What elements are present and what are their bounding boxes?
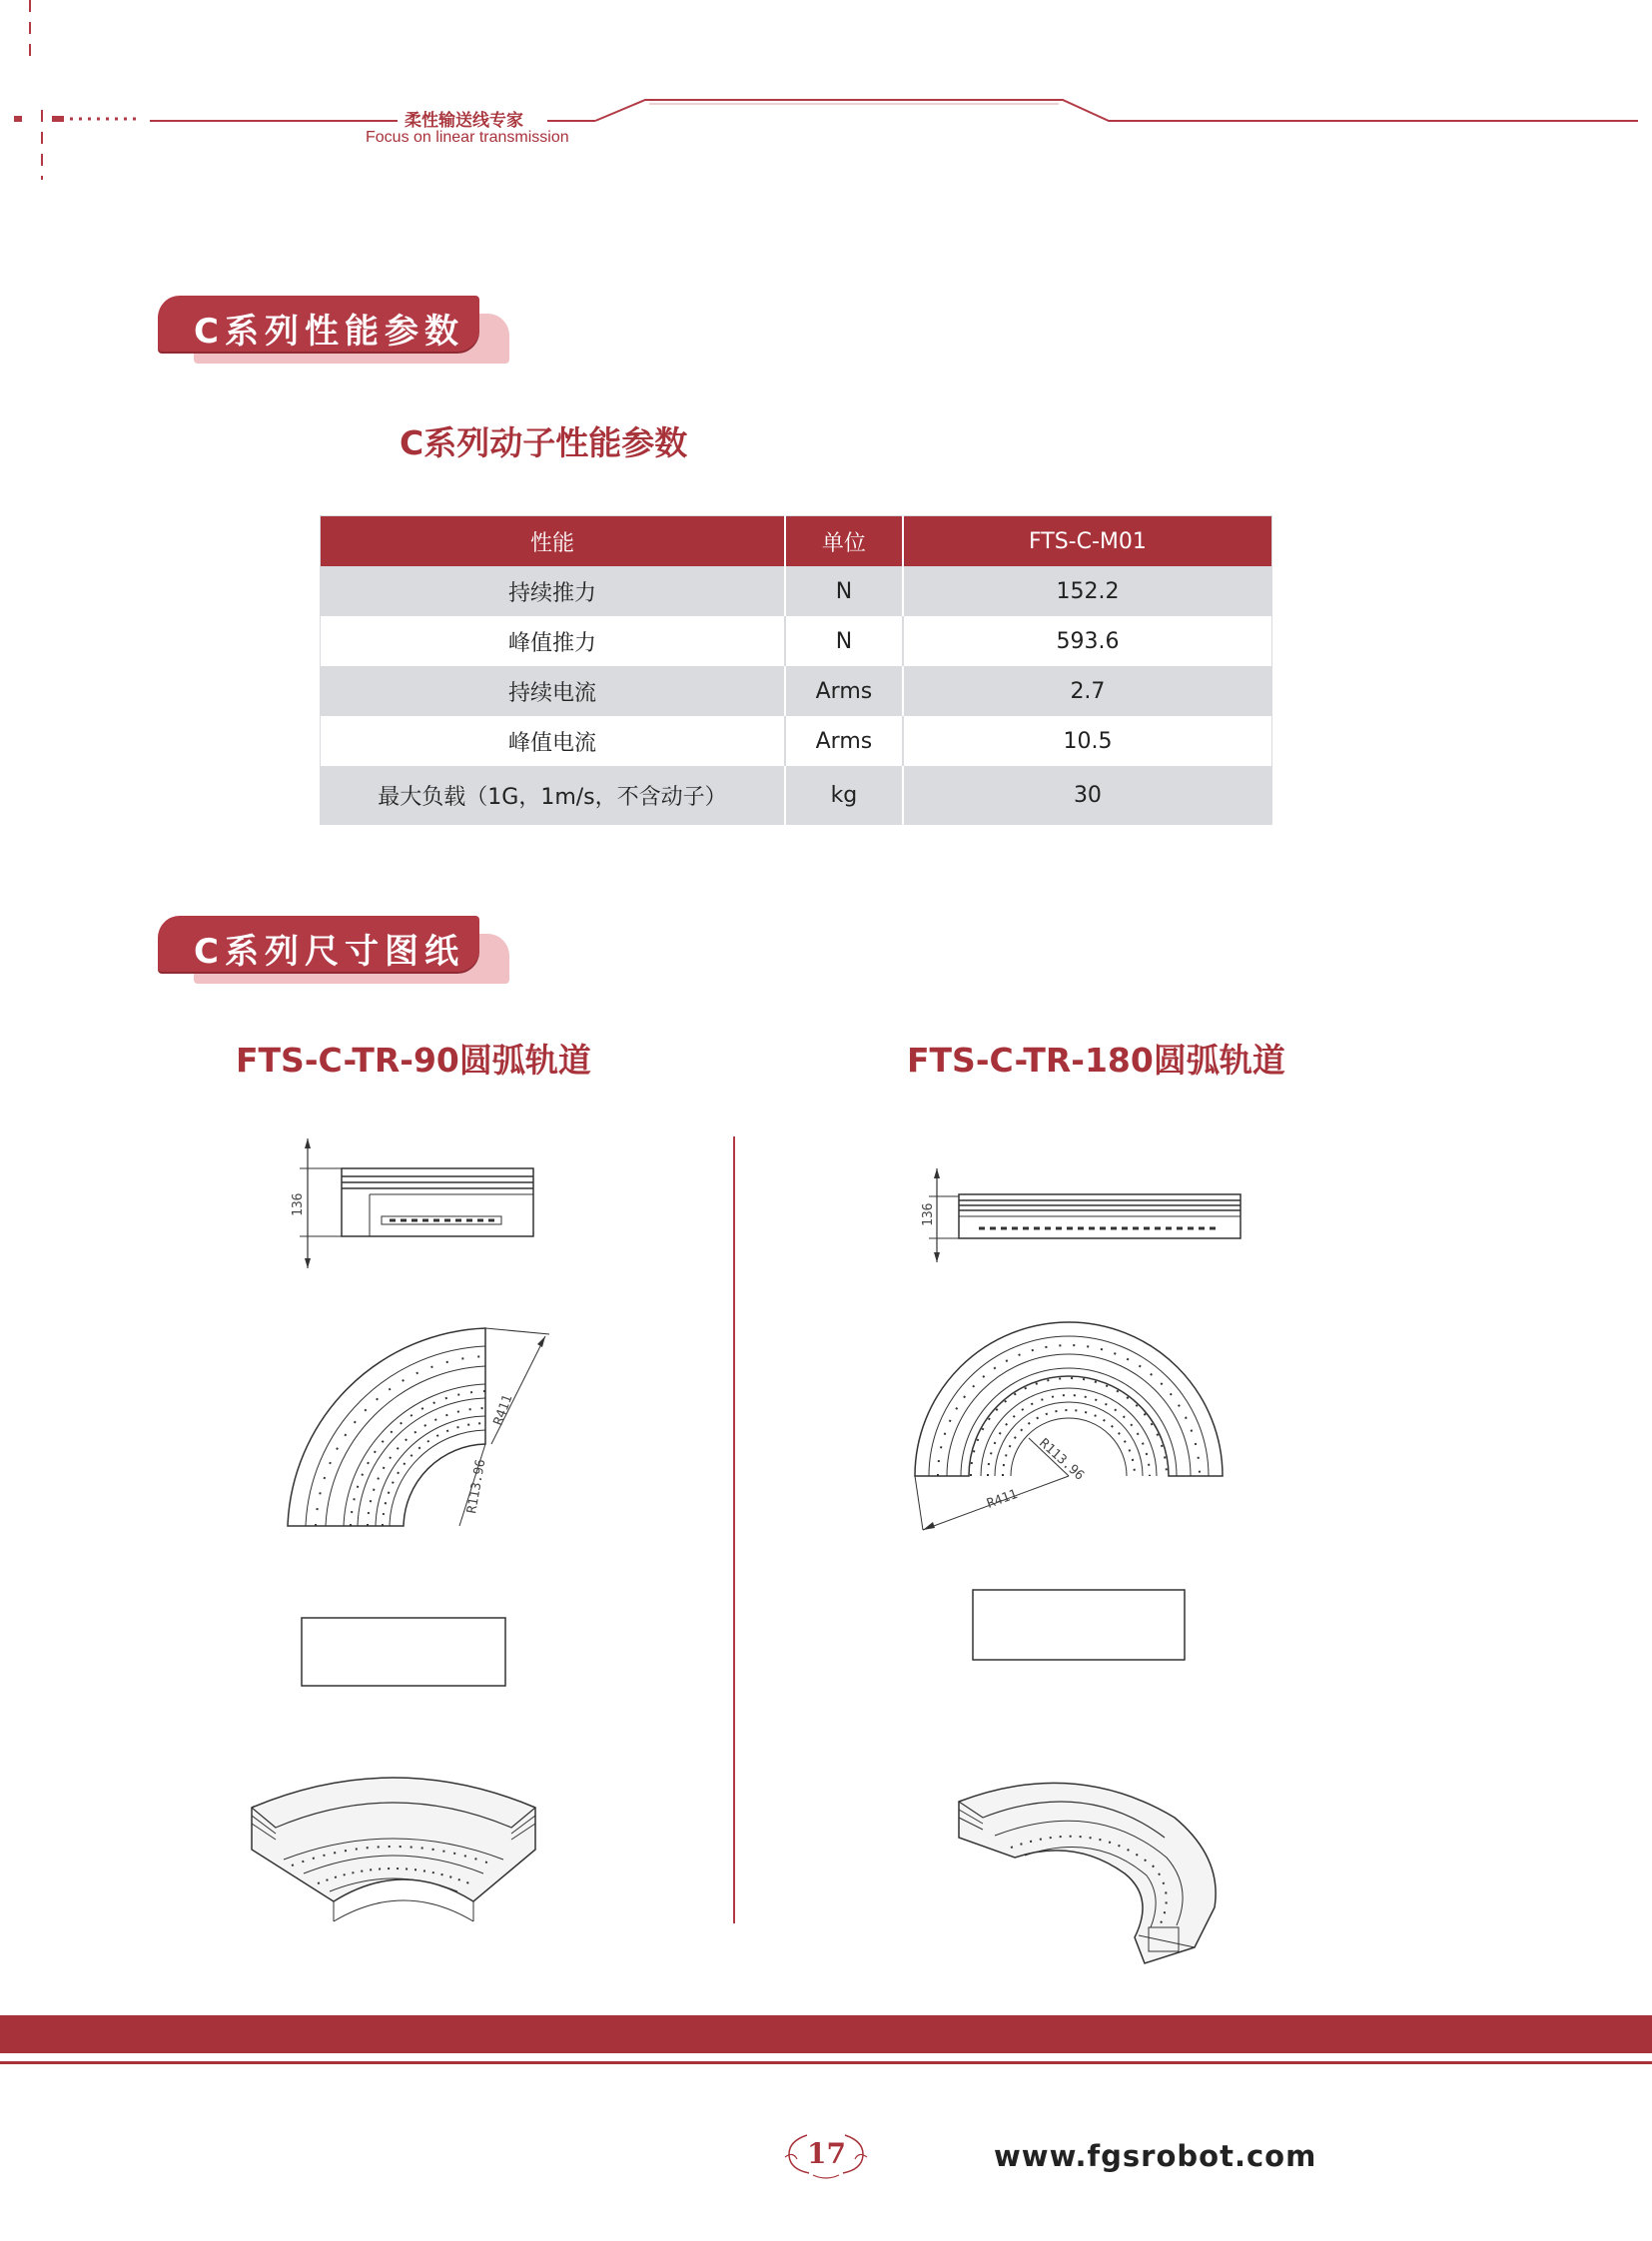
table-cell: 峰值推力	[321, 616, 785, 666]
left-outer-radius: R411	[490, 1392, 516, 1428]
column-divider	[733, 1136, 735, 1923]
footer-line	[0, 2061, 1652, 2064]
table-row	[321, 616, 1272, 666]
table-cell: N	[785, 566, 903, 616]
brand-slogan-en: Focus on linear transmission	[366, 129, 569, 146]
table-row	[321, 716, 1272, 766]
table-header-cell: 单位	[785, 516, 903, 567]
section-title-dimensions: C系列尺寸图纸	[194, 932, 464, 972]
table-header-cell: FTS-C-M01	[903, 516, 1272, 567]
section-title-performance: C系列性能参数	[194, 312, 464, 352]
table-row	[321, 666, 1272, 716]
right-side-view-drawing	[919, 1166, 1248, 1266]
right-height-dim: 136	[921, 1202, 936, 1226]
right-isometric-drawing	[955, 1778, 1225, 1967]
table-title: C系列动子性能参数	[400, 423, 688, 462]
table-cell: 最大负载（1G，1m/s，不含动子）	[321, 766, 785, 825]
right-front-view-drawing	[971, 1588, 1191, 1664]
table-cell: Arms	[785, 716, 903, 766]
left-inner-radius: R113.96	[464, 1458, 489, 1515]
table-row	[321, 766, 1272, 825]
section-tab-performance	[158, 296, 517, 370]
left-drawing-title: FTS-C-TR-90圆弧轨道	[236, 1041, 591, 1080]
website-url: www.fgsrobot.com	[994, 2139, 1317, 2173]
right-outer-radius: R411	[985, 1486, 1020, 1512]
footer-band	[0, 2015, 1652, 2053]
performance-table	[320, 515, 1272, 825]
table-cell: 30	[903, 766, 1272, 825]
table-cell: 持续电流	[321, 666, 785, 716]
left-top-view-drawing	[280, 1316, 569, 1536]
table-cell: 593.6	[903, 616, 1272, 666]
table-row	[321, 566, 1272, 616]
page-number: 17	[807, 2137, 846, 2170]
header-decoration	[0, 0, 1652, 190]
table-cell: 2.7	[903, 666, 1272, 716]
table-cell: 152.2	[903, 566, 1272, 616]
right-drawing-title: FTS-C-TR-180圆弧轨道	[907, 1041, 1285, 1080]
table-header-row	[321, 516, 1272, 567]
table-cell: 10.5	[903, 716, 1272, 766]
section-tab-dimensions	[158, 916, 517, 990]
left-height-dim: 136	[291, 1192, 306, 1216]
table-header-cell: 性能	[321, 516, 785, 567]
right-inner-radius: R113.96	[1036, 1435, 1088, 1484]
left-front-view-drawing	[300, 1616, 509, 1690]
table-cell: kg	[785, 766, 903, 825]
table-cell: 峰值电流	[321, 716, 785, 766]
left-isometric-drawing	[244, 1768, 543, 1927]
table-cell: N	[785, 616, 903, 666]
table-cell: Arms	[785, 666, 903, 716]
table-cell: 持续推力	[321, 566, 785, 616]
brand-slogan-cn: 柔性输送线专家	[405, 111, 523, 131]
right-top-view-drawing	[899, 1308, 1239, 1548]
left-side-view-drawing	[290, 1136, 549, 1276]
